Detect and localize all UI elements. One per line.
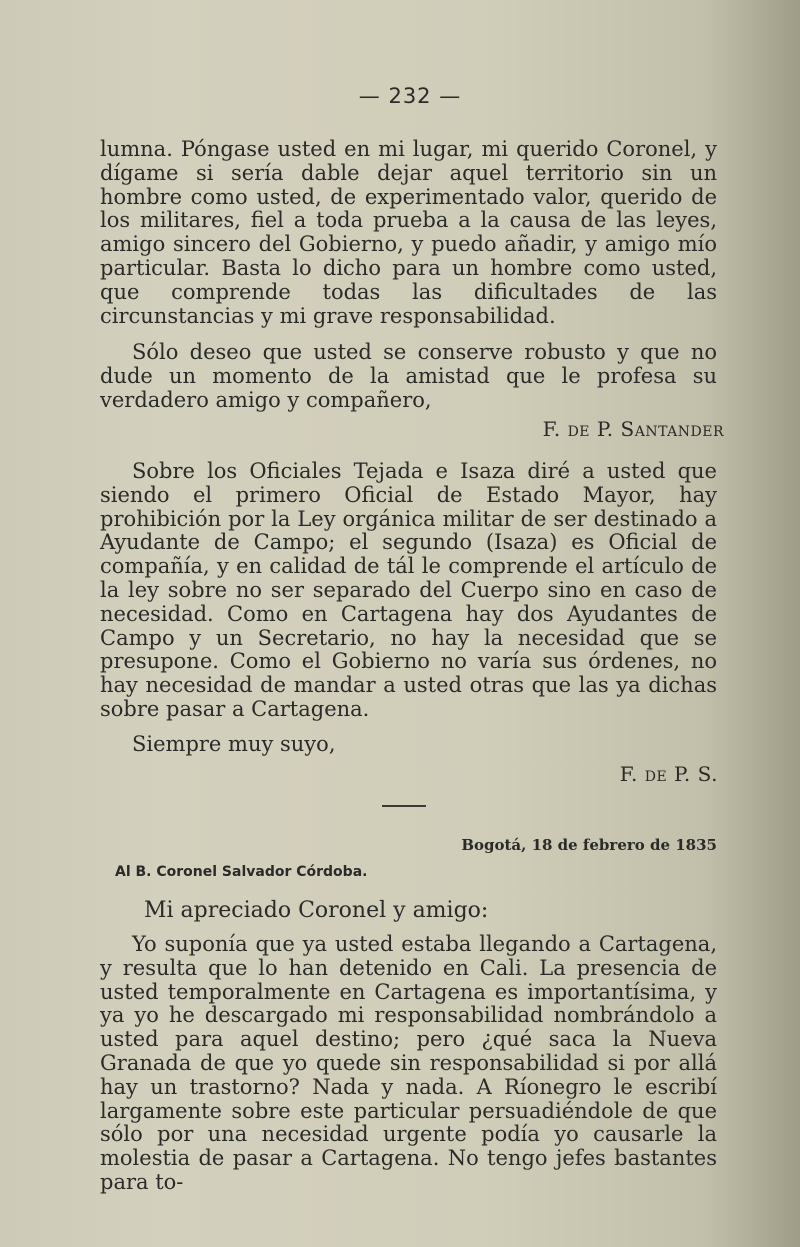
- letter1-paragraph-2-block: [100, 341, 717, 412]
- letter2-date: Bogotá, 18 de febrero de 1835: [461, 836, 717, 854]
- letter1-closing: Siempre muy suyo,: [132, 732, 336, 756]
- letter2-salutation: Mi apreciado Coronel y amigo:: [144, 898, 489, 923]
- letter1-paragraph-1-block: [100, 138, 717, 328]
- letter1-postscript-block: [100, 460, 717, 722]
- letter2-addressee: Al B. Coronel Salvador Córdoba.: [115, 864, 368, 880]
- letter1-postscript: Sobre los Oficiales Tejada e Isaza diré a usted que siendo el primero Oficial de Estado Mayor, hay prohibición por la Ley orgánica militar de ser destinado a Ayudante de Campo; el segundo (Isaza) es Oficial de compañía, y en calidad de tál le comprende el artículo de la ley sobre no ser separado del Cuerpo sino en caso de necesidad. Como en Cartagena hay dos Ayudantes de Campo y un Secretario, no hay la necesidad que se presupone. Como el Gobierno no varía sus órdenes, no hay necesidad de mandar a usted otras que las ya dichas sobre pasar a Cartagena.: [100, 459, 717, 721]
- letter1-paragraph-2: Sólo deseo que usted se conserve robusto y que no dude un momento de la amistad que le profesa su verdadero amigo y compañero,: [100, 340, 717, 412]
- letter1-closing-block: [100, 733, 717, 757]
- letter1-initials: F. de P. S.: [619, 762, 718, 786]
- letter1-signature: F. de P. Santander: [542, 417, 724, 441]
- letter2-body: Yo suponía que ya usted estaba llegando a Cartagena, y resulta que lo han detenido en Cali. La presencia de usted temporalmente en Cartagena es importantísima, y ya yo he descargado mi responsabilidad nombrándolo a usted para aquel destino; pero ¿qué saca la Nueva Granada de que yo quede sin responsabilidad si por allá hay un trastorno? Nada y nada. A Ríonegro le escribí largamente sobre este particular persuadiéndole de que sólo por una necesidad urgente podía yo causarle la molestia de pasar a Cartagena. No tengo jefes bastantes para to-: [100, 932, 717, 1194]
- page-number: — 232 —: [358, 84, 462, 108]
- section-divider: [382, 805, 426, 807]
- letter2-body-block: [100, 933, 717, 1195]
- letter1-paragraph-1: lumna. Póngase usted en mi lugar, mi querido Coronel, y dígame si sería dable dejar aquel territorio sin un hombre como usted, de experimentado valor, querido de los militares, fiel a toda prueba a la causa de las leyes, amigo sincero del Gobierno, y puedo añadir, y amigo mío particular. Basta lo dicho para un hombre como usted, que comprende todas las dificultades de las circunstancias y mi grave responsabilidad.: [100, 137, 717, 328]
